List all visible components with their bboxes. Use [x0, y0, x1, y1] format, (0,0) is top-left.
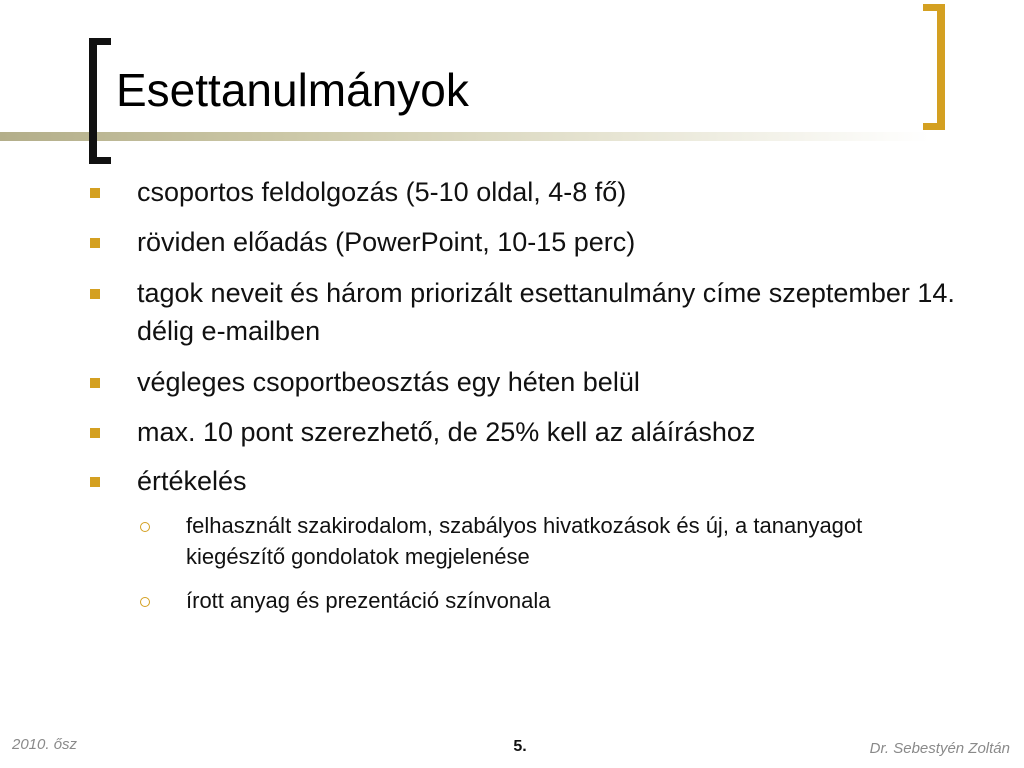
footer-date: 2010. ősz [12, 736, 78, 753]
bullet-text: végleges csoportbeosztás egy héten belül [137, 367, 640, 397]
square-bullet-icon [90, 188, 100, 198]
square-bullet-icon [90, 477, 100, 487]
square-bullet-icon [90, 378, 100, 388]
left-bracket-bottom [89, 157, 111, 164]
left-bracket-top [89, 38, 111, 45]
footer-author: Dr. Sebestyén Zoltán [869, 740, 1010, 757]
sub-bullet-text: felhasznált szakirodalom, szabályos hivatkozások és új, a tananyagot kiegészítő gondolatok megjelenése [186, 513, 863, 569]
square-bullet-icon [90, 238, 100, 248]
bullet-text: tagok neveit és három priorizált esettanulmány címe szeptember 14. délig e-mailben [137, 278, 955, 346]
right-bracket-vertical [937, 4, 945, 130]
sub-bullet-text: írott anyag és prezentáció színvonala [186, 588, 551, 613]
bullet-text: röviden előadás (PowerPoint, 10-15 perc) [137, 227, 636, 257]
square-bullet-icon [90, 289, 100, 299]
square-bullet-icon [90, 428, 100, 438]
bullet-text: értékelés [137, 466, 247, 496]
right-bracket-top [923, 4, 945, 11]
page-number: 5. [513, 738, 527, 755]
bullet-text: csoportos feldolgozás (5-10 oldal, 4-8 fő) [137, 177, 627, 207]
title-underline-bar [0, 132, 930, 141]
slide-title: Esettanulmányok [116, 64, 469, 116]
right-bracket-bottom [923, 123, 945, 130]
left-bracket-vertical [89, 38, 97, 164]
bullet-text: max. 10 pont szerezhető, de 25% kell az aláíráshoz [137, 417, 756, 447]
circle-bullet-icon [140, 597, 150, 607]
circle-bullet-icon [140, 522, 150, 532]
